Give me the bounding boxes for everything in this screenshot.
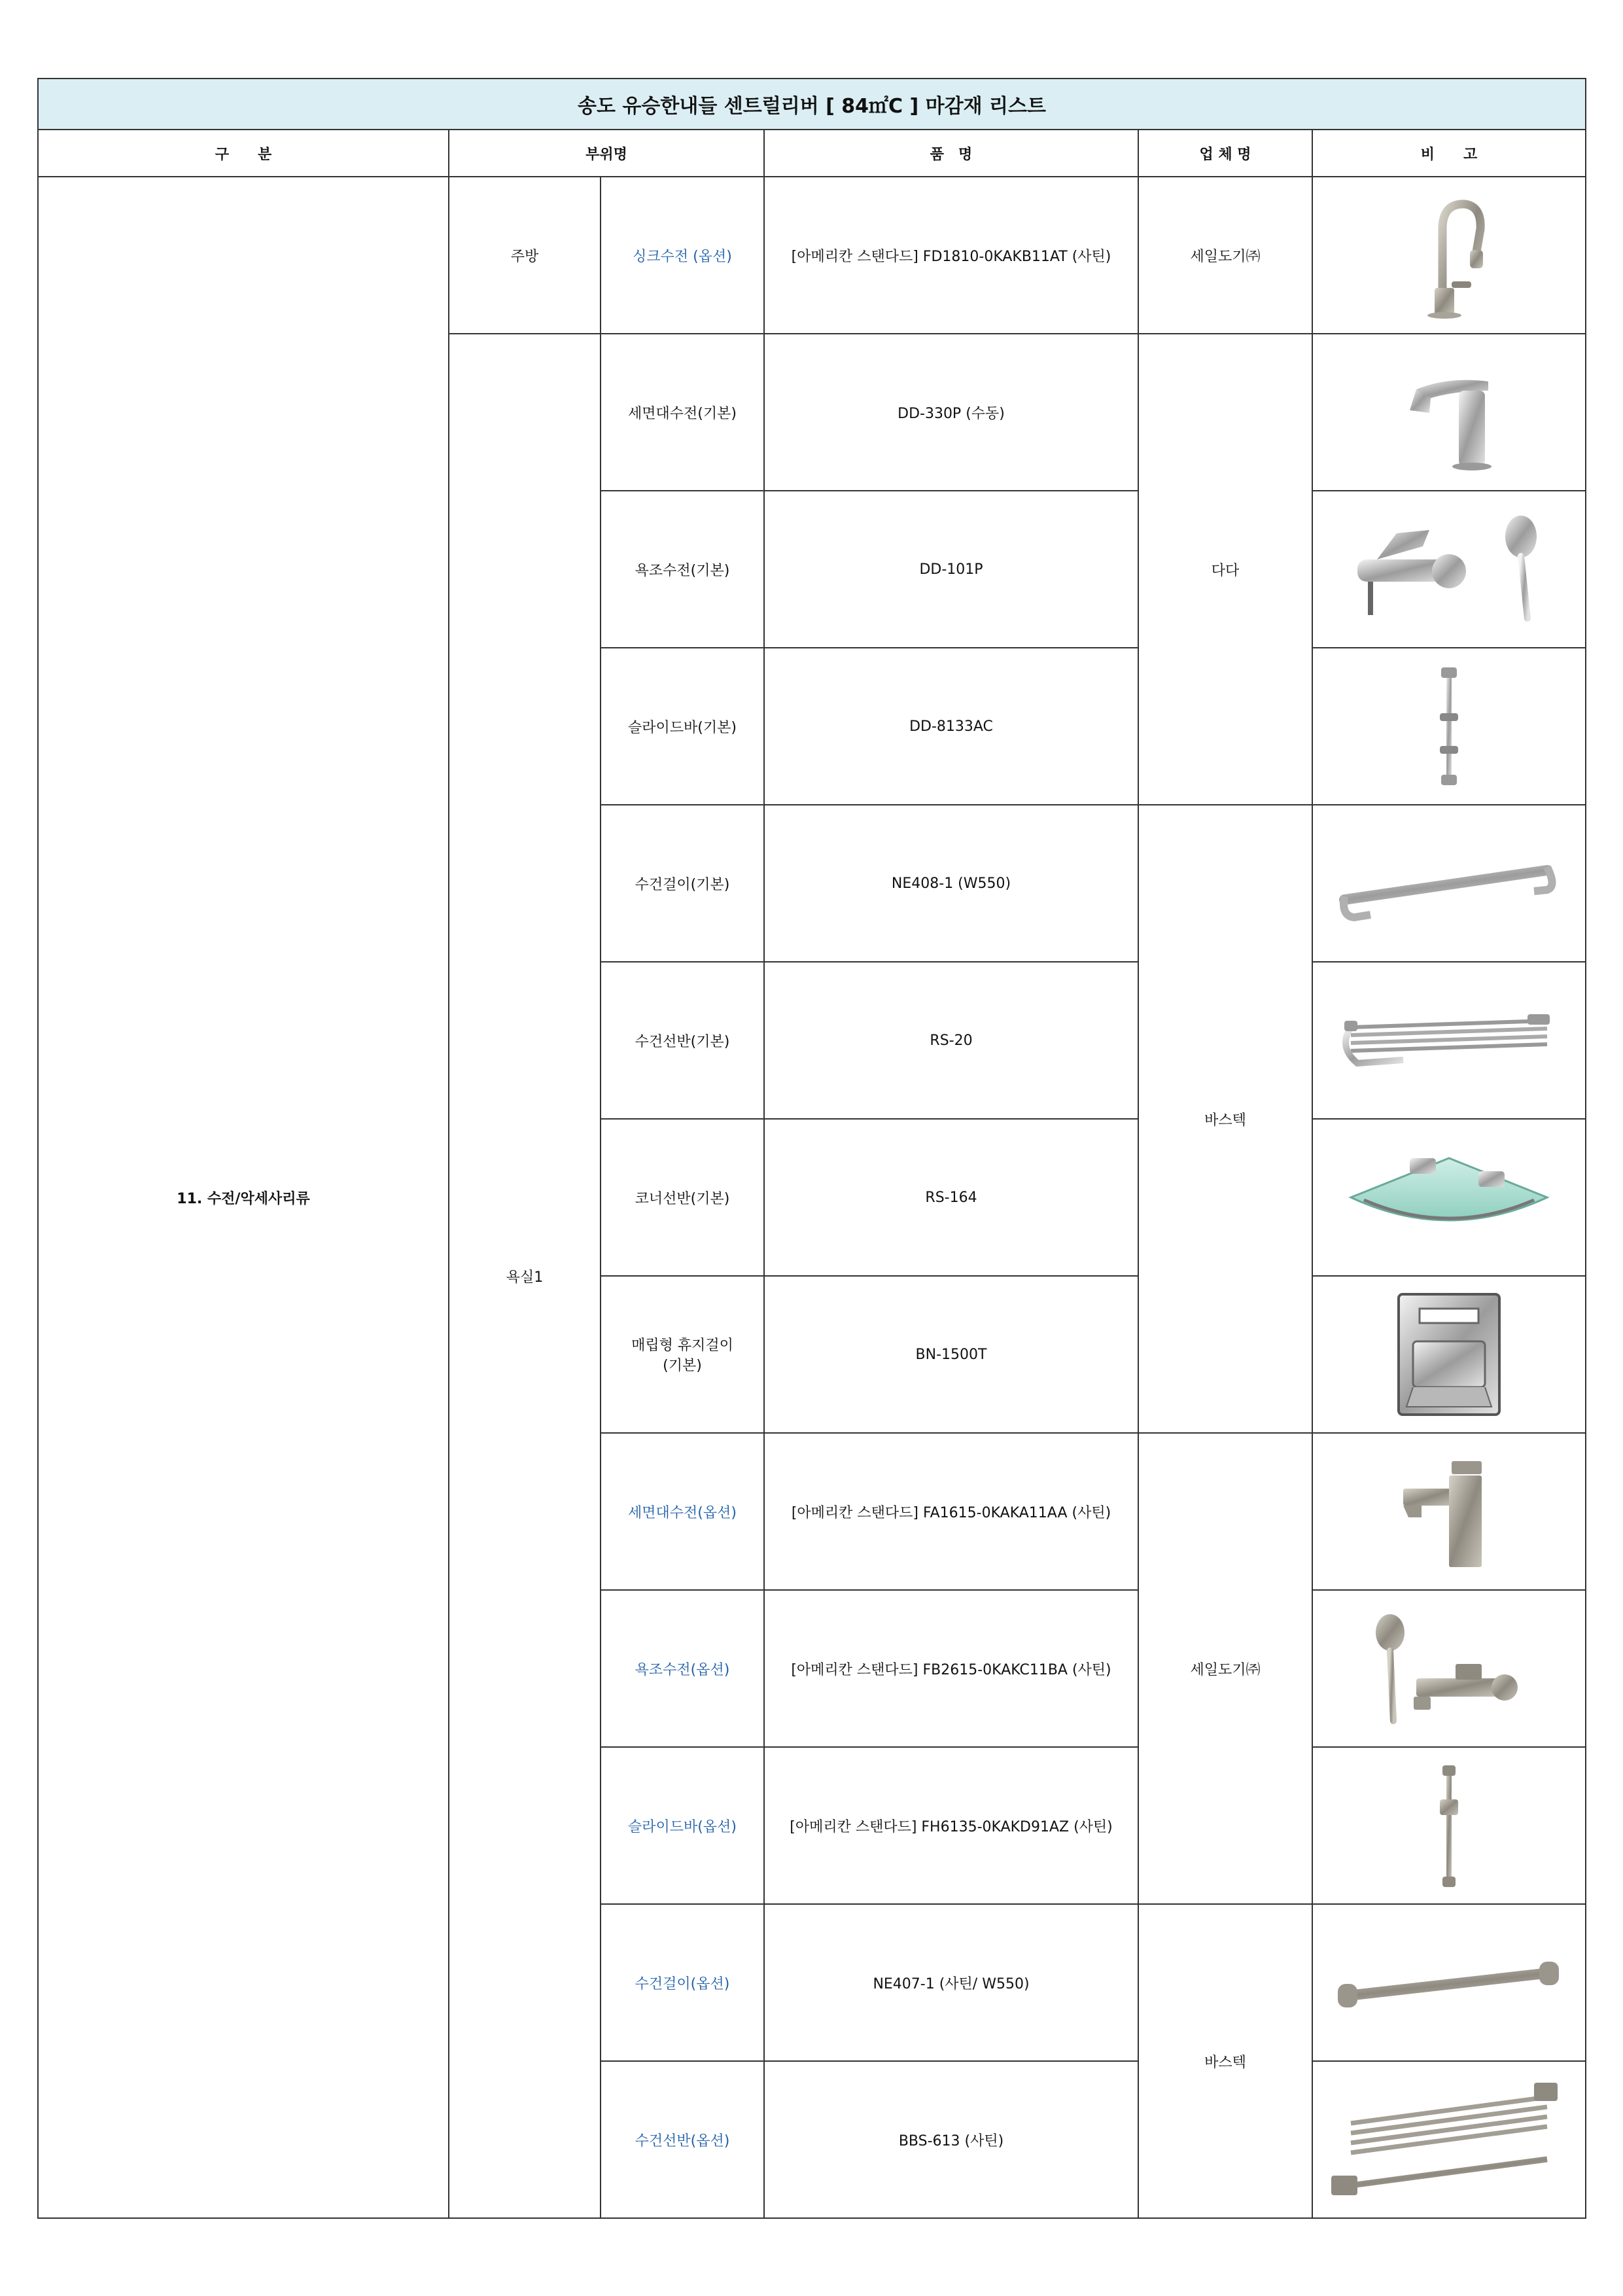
vendor-cell: 바스텍 — [1138, 1904, 1312, 2218]
vendor-cell: 다다 — [1138, 334, 1312, 805]
header-product: 품 명 — [764, 130, 1138, 177]
basin-faucet-icon — [1390, 1449, 1508, 1574]
towel-shelf-icon — [1325, 2071, 1573, 2208]
product-image-cell — [1312, 1904, 1586, 2061]
towel-bar-icon — [1331, 1943, 1567, 2022]
product-name: [아메리칸 스탠다드] FA1615-0KAKA11AA (사틴) — [764, 1433, 1138, 1590]
product-image-cell — [1312, 805, 1586, 962]
product-image-cell — [1312, 1433, 1586, 1590]
item-name-text: 매립형 휴지걸이 (기본) — [631, 1337, 733, 1374]
kitchen-faucet-icon — [1397, 190, 1501, 321]
item-name: 슬라이드바(옵션) — [601, 1747, 764, 1904]
slide-bar-icon — [1429, 1760, 1469, 1891]
item-name: 수건선반(옵션) — [601, 2061, 764, 2218]
item-name: 슬라이드바(기본) — [601, 648, 764, 805]
product-name: BBS-613 (사틴) — [764, 2061, 1138, 2218]
item-name: 세면대수전(옵션) — [601, 1433, 764, 1590]
finish-list-table — [37, 78, 1586, 2219]
vendor-cell: 바스텍 — [1138, 805, 1312, 1433]
product-image-cell — [1312, 1747, 1586, 1904]
item-name: 싱크수전 (옵션) — [601, 177, 764, 334]
bath-faucet-icon — [1331, 501, 1567, 638]
product-name: BN-1500T — [764, 1276, 1138, 1433]
item-name: 욕조수전(기본) — [601, 491, 764, 648]
product-name: [아메리칸 스탠다드] FH6135-0KAKD91AZ (사틴) — [764, 1747, 1138, 1904]
paper-holder-icon — [1393, 1289, 1505, 1420]
product-image-cell — [1312, 962, 1586, 1119]
corner-shelf-icon — [1338, 1145, 1560, 1250]
category-cell: 11. 수전/악세사리류 — [38, 177, 449, 2218]
product-image-cell — [1312, 334, 1586, 491]
product-name: DD-101P — [764, 491, 1138, 648]
item-name: 수건선반(기본) — [601, 962, 764, 1119]
header-category: 구 분 — [38, 130, 449, 177]
product-image-cell — [1312, 1119, 1586, 1276]
room-bath1: 욕실1 — [449, 334, 601, 2218]
product-image-cell — [1312, 491, 1586, 648]
product-name: NE408-1 (W550) — [764, 805, 1138, 962]
bath-faucet-icon — [1364, 1606, 1534, 1731]
product-image-cell — [1312, 2061, 1586, 2218]
item-name: 세면대수전(기본) — [601, 334, 764, 491]
product-image-cell — [1312, 177, 1586, 334]
towel-bar-icon — [1331, 838, 1567, 929]
header-vendor: 업 체 명 — [1138, 130, 1312, 177]
product-image-cell — [1312, 648, 1586, 805]
header-note: 비 고 — [1312, 130, 1586, 177]
product-name: [아메리칸 스탠다드] FD1810-0KAKB11AT (사틴) — [764, 177, 1138, 334]
item-name: 코너선반(기본) — [601, 1119, 764, 1276]
document-title: 송도 유승한내들 센트럴리버 [ 84㎡C ] 마감재 리스트 — [38, 79, 1586, 130]
product-name: DD-330P (수동) — [764, 334, 1138, 491]
product-name: RS-20 — [764, 962, 1138, 1119]
finish-list-sheet — [37, 78, 1585, 2219]
vendor-cell: 세일도기㈜ — [1138, 177, 1312, 334]
item-name: 수건걸이(기본) — [601, 805, 764, 962]
item-name: 수건걸이(옵션) — [601, 1904, 764, 2061]
product-name: DD-8133AC — [764, 648, 1138, 805]
product-name: [아메리칸 스탠다드] FB2615-0KAKC11BA (사틴) — [764, 1590, 1138, 1747]
item-name — [601, 1276, 764, 1433]
room-kitchen: 주방 — [449, 177, 601, 334]
slide-bar-icon — [1429, 661, 1469, 792]
product-image-cell — [1312, 1590, 1586, 1747]
vendor-cell: 세일도기㈜ — [1138, 1433, 1312, 1904]
product-image-cell — [1312, 1276, 1586, 1433]
towel-shelf-icon — [1331, 995, 1567, 1086]
basin-faucet-icon — [1390, 350, 1508, 474]
item-name: 욕조수전(옵션) — [601, 1590, 764, 1747]
product-name: RS-164 — [764, 1119, 1138, 1276]
product-name: NE407-1 (사틴/ W550) — [764, 1904, 1138, 2061]
header-location: 부위명 — [449, 130, 764, 177]
